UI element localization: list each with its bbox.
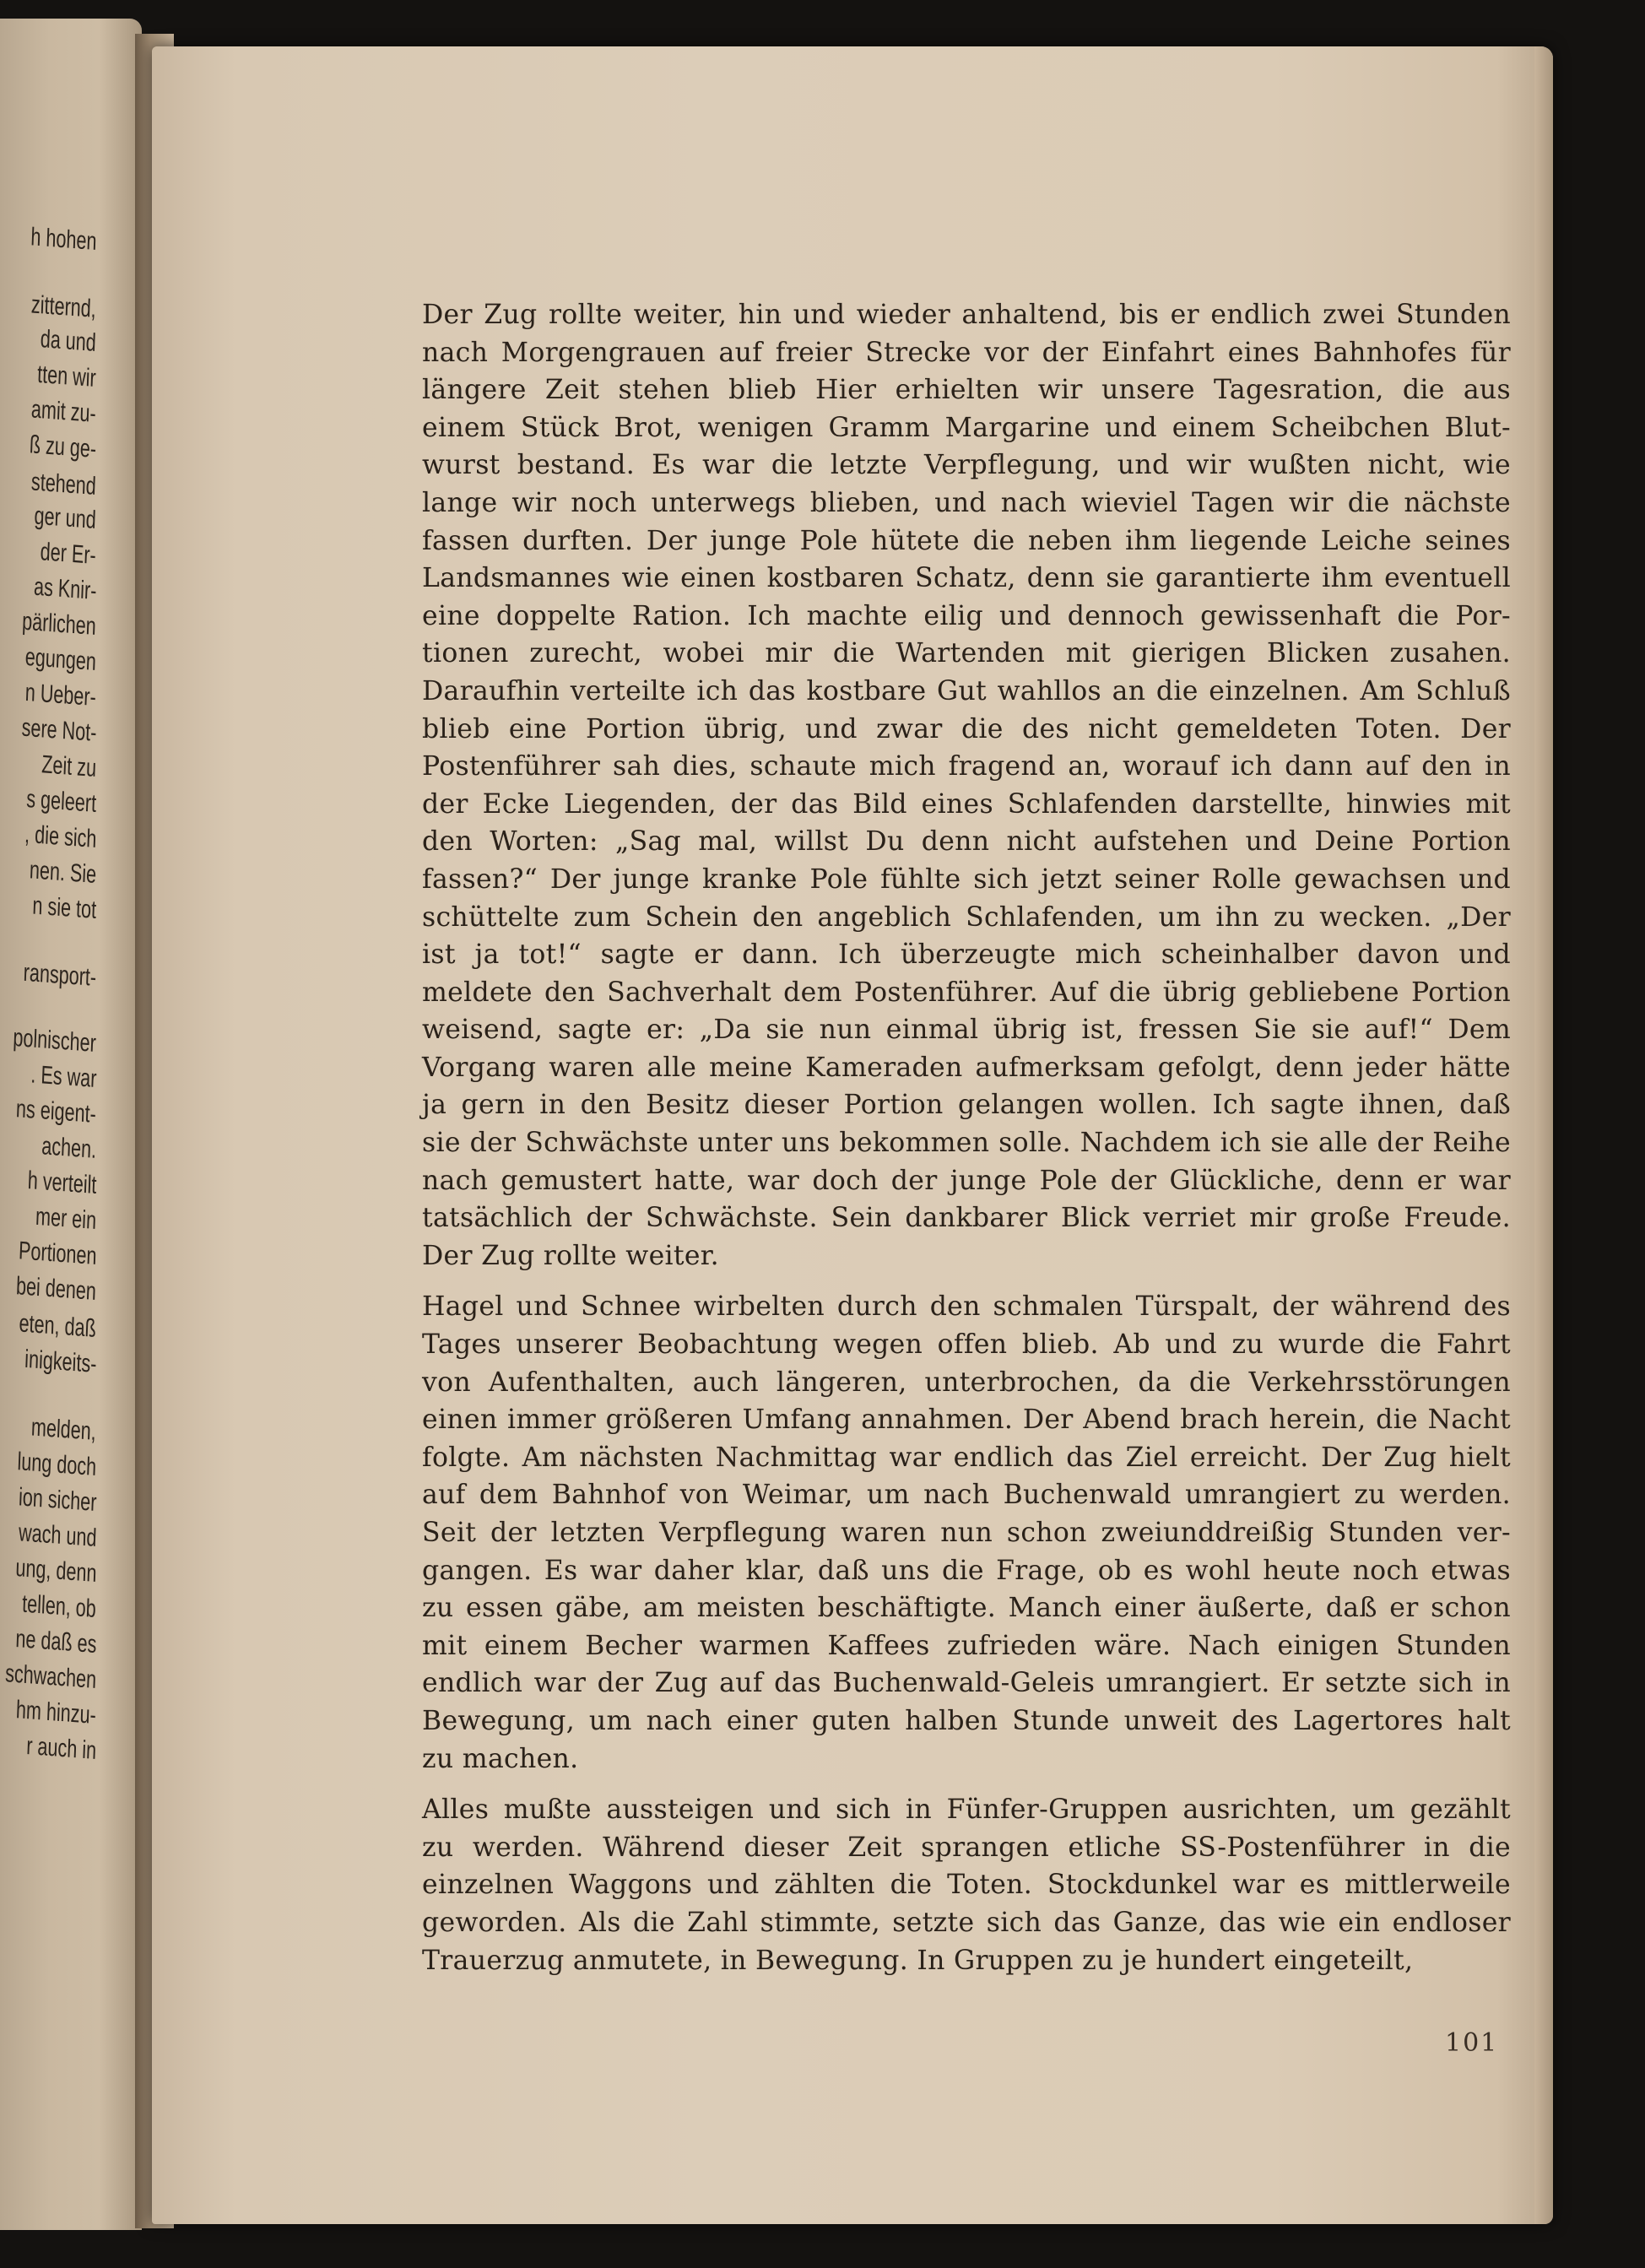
text-line: einen immer größeren Umfang annahmen. Der Abend brach herein, die Nacht xyxy=(422,1405,1511,1436)
previous-page-line: h hohen xyxy=(30,223,97,256)
text-line: Der Zug rollte weiter. xyxy=(422,1240,719,1271)
previous-page-line: da und xyxy=(40,325,97,357)
text-line: Hagel und Schnee wirbelten durch den schmalen Türspalt, der während des xyxy=(422,1291,1511,1323)
text-line: gangen. Es war daher klar, daß uns die Frage, ob es wohl heute noch etwas xyxy=(422,1555,1511,1586)
previous-page-line: n sie tot xyxy=(31,891,97,924)
text-line: Daraufhin verteilte ich das kostbare Gut wahllos an die einzelnen. Am Schluß xyxy=(422,675,1511,706)
previous-page-line: lung doch xyxy=(16,1448,97,1481)
previous-page-line: eten, daß xyxy=(19,1309,97,1343)
text-line: Postenführer sah dies, schaute mich fragend an, worauf ich dann auf den in xyxy=(422,751,1511,782)
text-line: Tages unserer Beobachtung wegen offen blieb. Ab und zu wurde die Fahrt xyxy=(422,1329,1511,1361)
text-line: blieb eine Portion übrig, und zwar die des nicht gemeldeten Toten. Der xyxy=(422,713,1511,744)
previous-page-line: mer ein xyxy=(35,1202,97,1235)
text-line: sie der Schwächste unter uns bekommen solle. Nachdem ich sie alle der Reihe xyxy=(422,1128,1511,1159)
text-line: folgte. Am nächsten Nachmittag war endlich das Ziel erreicht. Der Zug hielt xyxy=(422,1442,1511,1473)
previous-page-line: Zeit zu xyxy=(41,750,97,782)
previous-page-line: amit zu- xyxy=(30,395,97,428)
text-line: lange wir noch unterwegs blieben, und nach wieviel Tagen wir die nächste xyxy=(422,487,1511,518)
text-line: nach Morgengrauen auf freier Strecke vor der Einfahrt eines Bahnhofes für xyxy=(422,337,1511,368)
text-line: mit einem Becher warmen Kaffees zufrieden wäre. Nach einigen Stunden xyxy=(422,1630,1511,1661)
text-line: Der Zug rollte weiter, hin und wieder anhaltend, bis er endlich zwei Stunden xyxy=(422,300,1511,330)
text-line: zu essen gäbe, am meisten beschäftigte. Manch einer äußerte, daß er schon xyxy=(422,1593,1511,1624)
text-line: einem Stück Brot, wenigen Gramm Margarine und einem Scheibchen Blut- xyxy=(422,412,1511,443)
previous-page-line: . Es war xyxy=(30,1060,97,1093)
previous-page-line: polnischer xyxy=(13,1023,97,1058)
text-line: geworden. Als die Zahl stimmte, setzte sich das Ganze, das wie ein endloser xyxy=(422,1907,1511,1938)
previous-page-line: stehend xyxy=(30,468,97,501)
page-number: 101 xyxy=(1445,2028,1499,2058)
previous-page-line: , die sich xyxy=(24,820,97,853)
text-line: Vorgang waren alle meine Kameraden aufmerksam gefolgt, denn jeder hätte xyxy=(422,1052,1511,1083)
previous-page-line: as Knir- xyxy=(33,572,97,605)
text-line: der Ecke Liegenden, der das Bild eines Schlafenden darstellte, hinwies mit xyxy=(422,788,1511,820)
previous-page-fragment xyxy=(0,19,142,2230)
previous-page-line: ne daß es xyxy=(14,1625,97,1659)
text-line: Landsmannes wie einen kostbaren Schatz, denn sie garantierte ihm eventuell xyxy=(422,563,1511,594)
text-line: Trauerzug anmutete, in Bewegung. In Gruppen zu je hundert eingeteilt, xyxy=(422,1945,1414,1976)
text-line: Seit der letzten Verpflegung waren nun schon zweiunddreißig Stunden ver- xyxy=(422,1518,1511,1548)
previous-page-line: egungen xyxy=(24,642,97,676)
previous-page-line: inigkeits- xyxy=(24,1345,97,1378)
previous-page-line: zitternd, xyxy=(30,290,97,323)
text-line: ja gern in den Besitz dieser Portion gelangen wollen. Ich sagte ihnen, daß xyxy=(422,1090,1511,1121)
text-line: Bewegung, um nach einer guten halben Stunde unweit des Lagertores halt xyxy=(422,1705,1511,1736)
text-line: längere Zeit stehen blieb Hier erhielten wir unsere Tagesration, die aus xyxy=(422,375,1511,406)
text-line: fassen?“ Der junge kranke Pole fühlte sich jetzt seiner Rolle gewachsen und xyxy=(422,863,1511,895)
page xyxy=(152,46,1553,2224)
text-line: von Aufenthalten, auch längeren, unterbrochen, da die Verkehrsstörungen xyxy=(422,1367,1511,1398)
previous-page-line: melden, xyxy=(30,1413,97,1446)
text-line: tionen zurecht, wobei mir die Wartenden mit gierigen Blicken zusahen. xyxy=(422,638,1511,669)
previous-page-line: bei denen xyxy=(15,1272,97,1306)
previous-page-line: ß zu ge- xyxy=(29,430,97,463)
text-line: wurst bestand. Es war die letzte Verpflegung, und wir wußten nicht, wie xyxy=(422,450,1511,481)
text-line: meldete den Sachverhalt dem Postenführer. Auf die übrig gebliebene Portion xyxy=(422,977,1511,1008)
previous-page-line: ion sicher xyxy=(18,1483,97,1517)
paragraph xyxy=(422,1288,1511,1778)
paragraph xyxy=(422,1791,1511,1979)
text-line: ist ja tot!“ sagte er dann. Ich überzeugte mich scheinhalber davon und xyxy=(422,939,1511,971)
previous-page-line: ns eigent- xyxy=(15,1095,97,1129)
previous-page-line: ger und xyxy=(34,501,97,534)
text-line: Alles mußte aussteigen und sich in Fünfer-Gruppen ausrichten, um gezählt xyxy=(422,1794,1511,1826)
text-line: nach gemustert hatte, war doch der junge Pole der Glückliche, denn er war xyxy=(422,1165,1511,1196)
previous-page-line: schwachen xyxy=(4,1659,97,1694)
text-line: eine doppelte Ration. Ich machte eilig und dennoch gewissenhaft die Por- xyxy=(422,600,1511,631)
previous-page-line: nen. Sie xyxy=(29,856,97,889)
previous-page-line: sere Not- xyxy=(20,713,97,747)
previous-page-line: tellen, ob xyxy=(21,1589,97,1623)
previous-page-line: achen. xyxy=(41,1132,97,1164)
page-edge xyxy=(1534,46,1553,2224)
previous-page-line: n Ueber- xyxy=(24,678,97,712)
previous-page-line: der Er- xyxy=(40,538,97,570)
text-line: zu machen. xyxy=(422,1743,579,1774)
previous-page-line: ransport- xyxy=(23,958,97,992)
text-line: einzelnen Waggons und zählten die Toten. Stockdunkel war es mittlerweile xyxy=(422,1870,1511,1901)
body-text xyxy=(422,296,1511,1979)
text-line: den Worten: „Sag mal, willst Du denn nicht aufstehen und Deine Portion xyxy=(422,826,1511,858)
text-line: zu werden. Während dieser Zeit sprangen etliche SS-Postenführer in die xyxy=(422,1832,1511,1863)
text-line: tatsächlich der Schwächste. Sein dankbarer Blick verriet mir große Freude. xyxy=(422,1203,1511,1234)
text-line: schüttelte zum Schein den angeblich Schlafenden, um ihn zu wecken. „Der xyxy=(422,901,1511,933)
previous-page-line: Portionen xyxy=(18,1237,97,1270)
previous-page-line: tten wir xyxy=(36,360,97,392)
previous-page-line: ung, denn xyxy=(14,1554,97,1588)
previous-page-line: h verteilt xyxy=(26,1166,97,1199)
previous-page-line: hm hinzu- xyxy=(15,1696,97,1729)
paragraph xyxy=(422,296,1511,1275)
previous-page-line: r auch in xyxy=(25,1732,97,1765)
previous-page-line: wach und xyxy=(18,1518,97,1552)
text-line: endlich war der Zug auf das Buchenwald-Geleis umrangiert. Er setzte sich in xyxy=(422,1668,1511,1699)
text-line: auf dem Bahnhof von Weimar, um nach Buchenwald umrangiert zu werden. xyxy=(422,1480,1511,1511)
text-line: fassen durften. Der junge Pole hütete die neben ihm liegende Leiche seines xyxy=(422,525,1511,556)
text-line: weisend, sagte er: „Da sie nun einmal übrig ist, fressen Sie sie auf!“ Dem xyxy=(422,1015,1511,1046)
previous-page-line: pärlichen xyxy=(21,607,97,641)
previous-page-line: s geleert xyxy=(25,785,97,818)
